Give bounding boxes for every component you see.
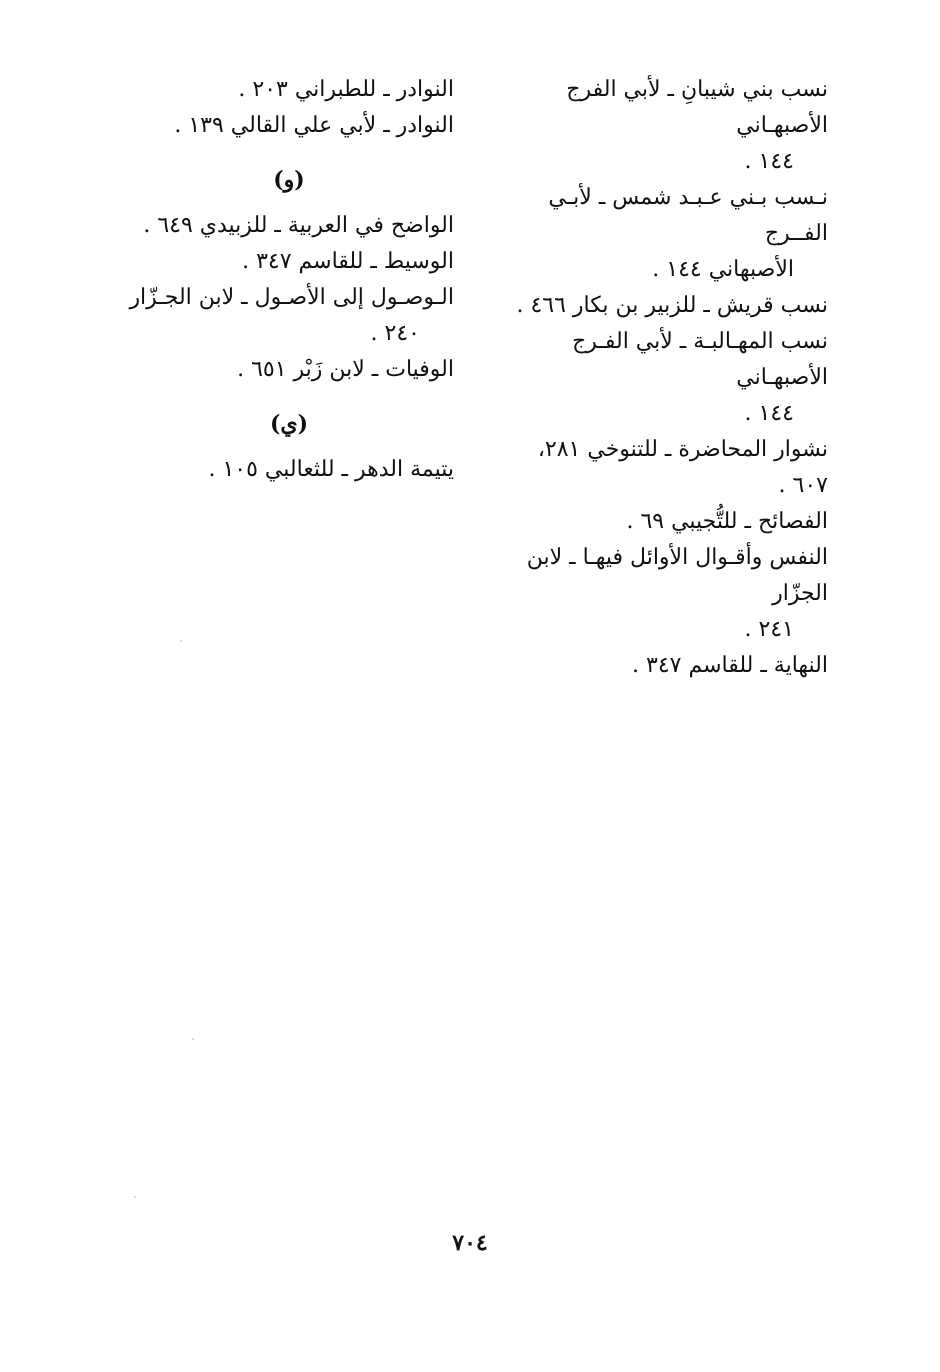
entry-title: نسب قريش ـ للزبير بن بكار ٤٦٦ . [516,293,828,318]
index-entry [508,180,828,288]
index-entry [508,504,828,540]
entry-title: الـوصـول إلى الأصـول ـ لابن الجـزّار [129,285,454,310]
index-entry [124,244,454,280]
entry-title: الوفيات ـ لابن زَبْر ٦٥١ . [237,357,454,382]
index-entry [508,324,828,432]
section-header-ya: (ي) [269,411,309,437]
index-entry [508,288,828,324]
section-header-waw: (و) [273,167,305,193]
index-entry [124,72,454,108]
index-entry [508,540,828,648]
entry-continuation: ١٤٤ . [744,401,794,426]
index-column-left [124,72,454,488]
index-entry [124,208,454,244]
index-entry [508,648,828,684]
entry-title: يتيمة الدهر ـ للثعالبي ١٠٥ . [208,457,454,482]
index-entry [124,452,454,488]
index-entry [124,108,454,144]
entry-title: الفصائح ـ للتُّجيبي ٦٩ . [626,509,828,534]
index-entry [124,352,454,388]
page-number: ٧٠٤ [452,1230,488,1256]
entry-continuation: ٢٤١ . [744,617,794,642]
scan-speck [134,1196,136,1198]
scan-speck [180,640,182,642]
entry-title: النفس وأقـوال الأوائل فيهـا ـ لابن الجزّار [526,545,828,606]
entry-title: الوسيط ـ للقاسم ٣٤٧ . [242,249,454,274]
index-entry [508,72,828,180]
index-column-right [508,72,828,684]
entry-title: الواضح في العربية ـ للزبيدي ٦٤٩ . [143,213,454,238]
entry-continuation: ١٤٤ . [744,149,794,174]
entry-title: النهاية ـ للقاسم ٣٤٧ . [632,653,828,678]
entry-title: النوادر ـ لأبي علي القالي ١٣٩ . [174,113,454,138]
entry-title: نسب المهـالبـة ـ لأبي الفـرج الأصبهـاني [572,329,828,390]
entry-title: النوادر ـ للطبراني ٢٠٣ . [238,77,454,102]
entry-continuation: الأصبهاني ١٤٤ . [652,257,794,282]
index-entry [508,432,828,504]
entry-title: نسب بني شيبانِ ـ لأبي الفرج الأصبهـاني [566,77,828,138]
scan-speck [192,1038,194,1040]
entry-title: نشوار المحاضرة ـ للتنوخي ٢٨١، ٦٠٧ . [537,437,828,498]
entry-title: نـسب بـني عـبـد شمس ـ لأبـي الفــرج [548,185,828,246]
entry-continuation: ٢٤٠ . [370,321,420,346]
index-entry [124,280,454,352]
